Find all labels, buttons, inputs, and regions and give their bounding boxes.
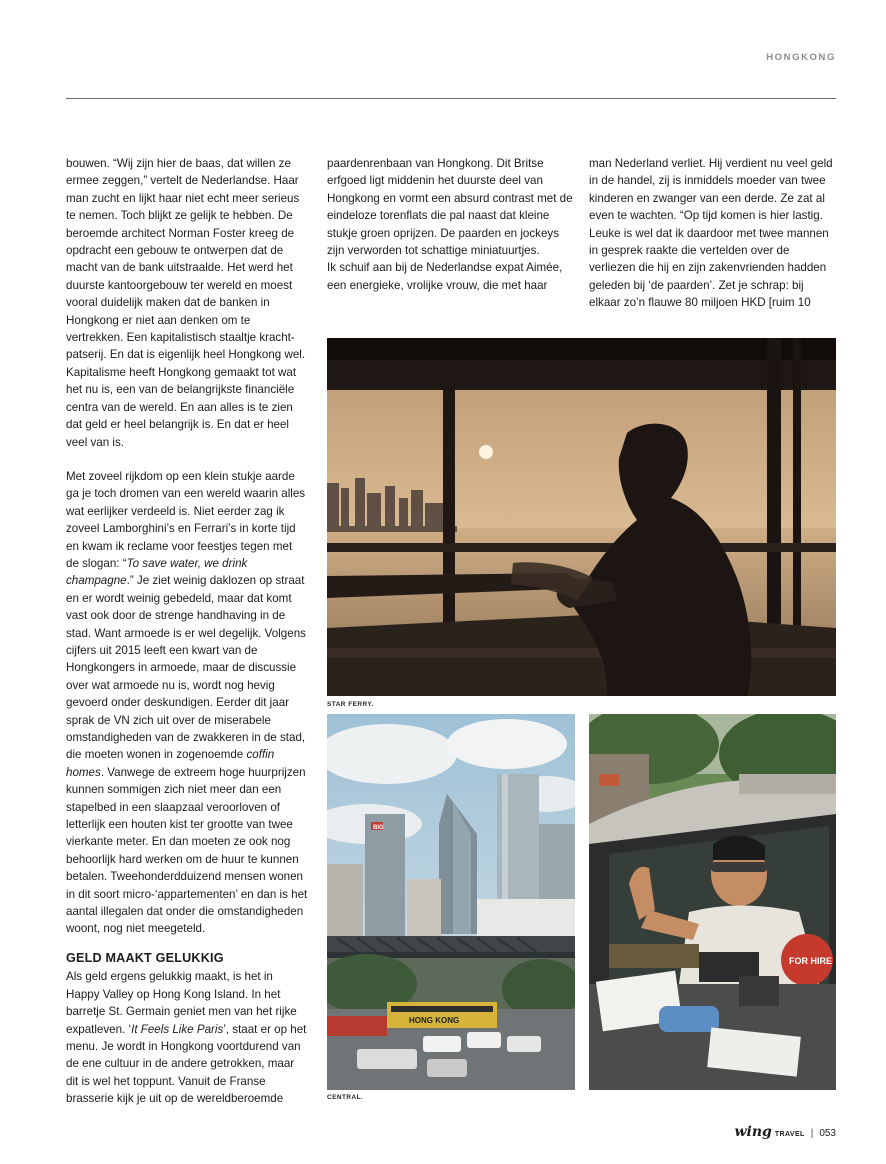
photo-caption: CENTRAL. [327,1094,364,1101]
section-label: HONGKONG [766,52,836,63]
central-skyline-photo [327,714,575,1090]
text-column-1 [66,155,308,1108]
text-column-3 [589,155,836,312]
star-ferry-photo [327,338,836,696]
page-number: 053 [819,1128,836,1139]
taxi-driver-photo [589,714,836,1090]
tram-sign-text: HONG KONG [409,1016,460,1025]
photo-caption: STAR FERRY. [327,701,374,708]
paragraph: Als geld ergens gelukkig maakt, is het in Happy Valley op Hong Kong Island. In het barretje St. Germain geniet men van het rijke expatleven. ‘It Feels Like Paris’, staat er op het menu. Je wordt in Hongkong voortdurend van de ene cultuur in de andere getrokken, maar dit is wel het toppunt. Vanuit de Franse brasserie kijk je uit op de wereldberoemde [66,970,307,1106]
magazine-logo-sub: TRAVEL [774,1131,805,1138]
page-footer [734,1124,836,1140]
subheading: GELD MAAKT GELUKKIG [66,950,224,965]
paragraph: man Nederland verliet. Hij verdient nu veel geld in de handel, zij is inmiddels moeder van twee kinderen en zwanger van een derde. Ze zat al even te wachten. “Op tijd komen is hier lastig. Leuke is wel dat ik daardoor met twee mannen in gesprek raakte die vertelden over de verliezen die hij en zijn zakenvrienden hadden geleden bij ‘de paarden’. Zet je schrap: bij elkaar zo’n flauwe 80 miljoen HKD [ruim 10 [589,157,833,310]
header-rule [66,98,836,99]
footer-separator: | [810,1128,814,1139]
taxi-sign-text: FOR HIRE [789,956,833,966]
paragraph: Ik schuif aan bij de Nederlandse expat Aimée, een energieke, vrolijke vrouw, die met haar [327,261,563,292]
bank-sign-text: BIG [373,825,384,831]
text-column-2 [327,155,574,294]
paragraph: paardenrenbaan van Hongkong. Dit Britse erfgoed ligt middenin het duurste deel van Hongkong en vormt een absurd contrast met de eindeloze torenflats die pal naast dat kleine stukje groen oprijzen. De paarden en jockeys zijn verworden tot schattige miniatuurtjes. [327,157,573,258]
paragraph: bouwen. “Wij zijn hier de baas, dat willen ze ermee zeggen,” vertelt de Nederlandse. Haar man zucht en lijkt haar niet echt meer serieus te nemen. Toch blijkt ze gelijk te hebben. De beroemde architect Norman Foster kreeg de opdracht een gebouw te ontwerpen dat de macht van de bank uitstraalde. Het werd het duurste kantoorgebouw ter wereld en moest vooral duidelijk maken dat de banken in Hongkong er niet aan denken om te vertrekken. Een kapitalistisch staaltje krachtpatserij. En dat is eigenlijk heel Hongkong wel. Kapitalisme heeft Hongkong gemaakt tot wat het nu is, een van de belangrijkste financiële centra van de wereld. En aan alles is te zien dat geld er heel belangrijk is. En dat er heel veel van is. [66,157,306,449]
magazine-logo: wing [734,1124,772,1140]
paragraph: Met zoveel rijkdom op een klein stukje aarde ga je toch dromen van een wereld waarin alles wat eerlijker verdeeld is. Niet eerder zag ik zoveel Lamborghini’s en Ferrari’s in korte tijd en kwam ik reclame voor feestjes tegen met de slogan: “To save water, we drink champagne.” Je ziet weinig daklozen op straat en er wordt weinig gebedeld, maar dat komt vast ook door de strenge handhaving in de stad. Want armoede is er wel degelijk. Volgens cijfers uit 2015 leeft een kwart van de Hongkongers in armoede, maar de discussie over wat armoede nu is, wordt nog hevig gevoerd onder deskundigen. Eerder dit jaar sprak de VN zich uit over de miserabele omstandigheden van de zwakkeren in de stad, die moeten wonen in zogenoemde coffin homes. Vanwege de extreem hoge huurprijzen kunnen sommigen zich niet meer dan een stapelbed in een slaapzaal veroorloven of letterlijk een houten kist ter grootte van twee vierkante meter. En dan moeten ze ook nog behoorlijk hard werken om de huur te kunnen betalen. Tweehonderdduizend mensen wonen in dit soort micro-‘appartementen’ en dan is het aantal illegalen dat onder die omstandigheden woont, nog niet meegeteld. [66,469,308,936]
